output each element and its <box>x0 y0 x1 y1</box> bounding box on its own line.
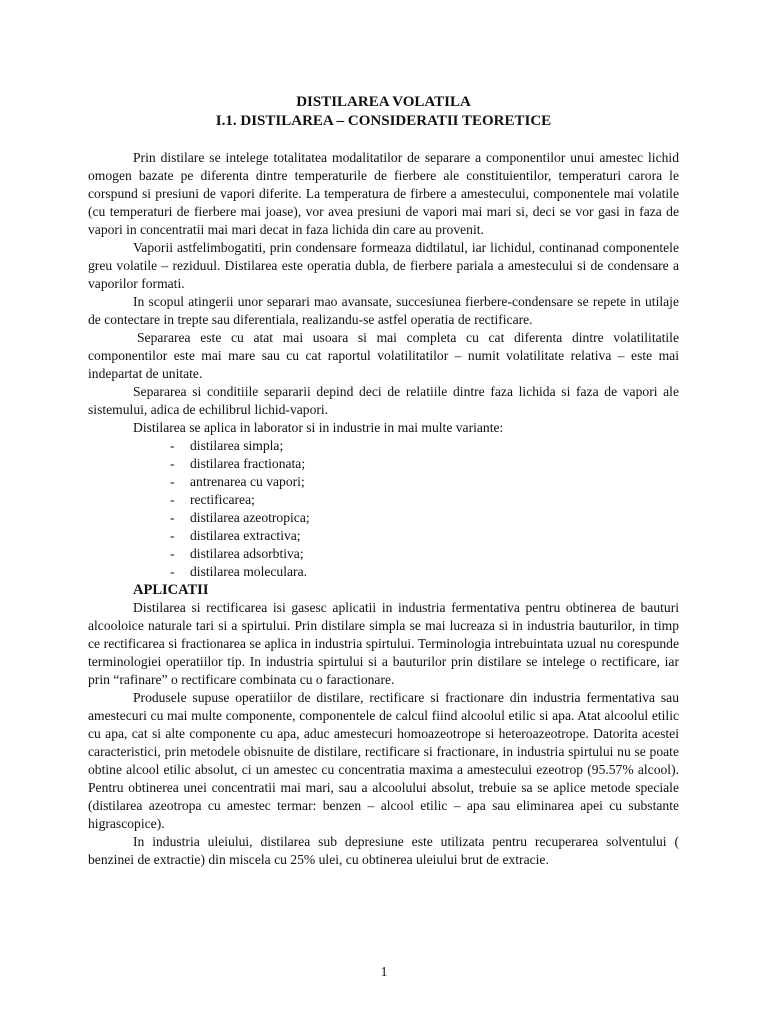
list-item: - distilarea adsorbtiva; <box>170 545 679 563</box>
list-item: - distilarea extractiva; <box>170 527 679 545</box>
list-item: - distilarea simpla; <box>170 437 679 455</box>
list-item: - distilarea fractionata; <box>170 455 679 473</box>
section-title: I.1. DISTILAREA – CONSIDERATII TEORETICE <box>215 113 552 129</box>
paragraph-intro-equilibrium: Separarea si conditiile separarii depind deci de relatiile dintre faza lichida si faza de vapori ale sistemului, adica de echilibrul lichid-vapori. <box>88 384 679 417</box>
list-item: - distilarea moleculara. <box>170 563 679 581</box>
list-item: - antrenarea cu vapori; <box>170 473 679 491</box>
paragraph-intro-vapors: Vaporii astfelimbogatiti, prin condensare formeaza didtilatul, iar lichidul, continanad componentele greu volatile – reziduul. Distilarea este operatia dubla, de fierbere pariala a amestecului si de condensare a vaporilor formati. <box>88 240 679 291</box>
paragraph-intro-volatility: Separarea este cu atat mai usoara si mai completa cu cat diferenta dintre volatilitatile componentilor este mai mare sau cu cat raportul volatilitatilor – numit volatilitate relativa – este mai indepartat de unitate. <box>88 330 679 381</box>
paragraph-intro-definition: Prin distilare se intelege totalitatea modalitatilor de separare a componentilor unui amestec lichid omogen bazate pe diferenta dintre temperaturile de fierbere ale constituientilor, temperaturi carora le corspund si presiuni de vapori diferite. La temperatura de firbere a amestecului, componentele mai volatile (cu temperaturi de fierbere mai joase), vor avea presiuni de vapori mai mari si, deci se vor gasi in faza de vapori in concentratii mai mari decat in faza lichida din care au provenit. <box>88 150 679 237</box>
paragraph-applications-fermentation: Distilarea si rectificarea isi gasesc aplicatii in industria fermentativa pentru obtinerea de bauturi alcooloice naturale tari si a spirtului. Prin distilare simpla se mai lucreaza si in industria bauturilor, in timp ce rectificarea si fractionarea se aplica in industria spirtului. Terminologia intrebuintata uzual nu corespunde terminologiei operatiilor tip. In industria spirtului si a bauturilor prin distilare se intelege o rectificare, iar prin “rafinare” o rectificare combinata cu o faractionare. <box>88 600 679 687</box>
paragraph-intro-variants: Distilarea se aplica in laborator si in industrie in mai multe variante: <box>133 420 504 435</box>
variants-list <box>88 437 679 581</box>
list-item: - rectificarea; <box>170 491 679 509</box>
applications-heading: APLICATII <box>133 582 209 598</box>
title-spacer <box>88 131 679 149</box>
page-number: 1 <box>380 964 388 979</box>
paragraph-applications-products: Produsele supuse operatiilor de distilare, rectificare si fractionare din industria fermentativa sau amestecuri cu mai multe componente, componentele de calcul fiind alcoolul etilic si apa. Atat alcoolul etilic cu apa, cat si alte componente cu apa, aduc amestecuri homoazeotrope si heteroazeotrope. Datorita acestei caracteristici, prin metodele obisnuite de distilare, rectificare si fractionare, in industria spirtului nu se poate obtine alcool etilic absolut, ci un amestec cu concentratia maxima a amestecului ezeotrop (95.57% alcool). Pentru obtinerea unei concentratii mai mari, sau a alcoolului absolut, trebuie sa se aplice metode speciale (distilarea azeotropa cu amestec termar: benzen – alcool etilic – apa sau eliminarea apei cu substante higrascopice). <box>88 690 679 831</box>
page-content <box>88 93 679 869</box>
paragraph-intro-rectification: In scopul atingerii unor separari mao avansate, succesiunea fierbere-condensare se repete in utilaje de contectare in trepte sau diferentiala, realizandu-se astfel operatia de rectificare. <box>88 294 679 327</box>
document-title: DISTILAREA VOLATILA <box>296 94 471 110</box>
paragraph-applications-oil: In industria uleiului, distilarea sub depresiune este utilizata pentru recuperarea solventului ( benzinei de extractie) din miscela cu 25% ulei, cu obtinerea uleiului brut de extracie. <box>88 834 679 867</box>
list-item: - distilarea azeotropica; <box>170 509 679 527</box>
